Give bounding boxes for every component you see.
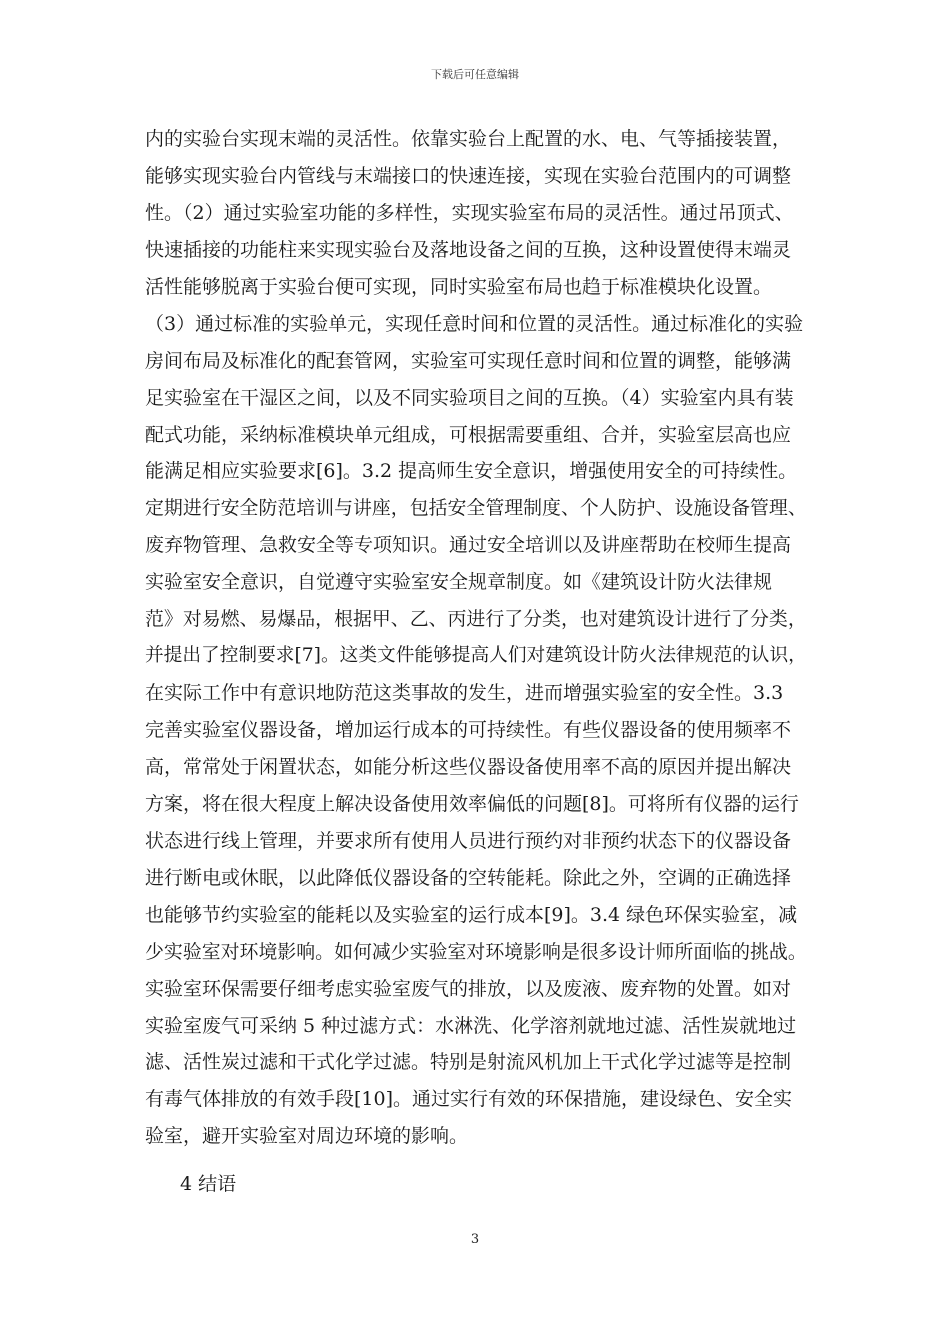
text-line: 方案，将在很大程度上解决设备使用效率偏低的问题[8]。可将所有仪器的运行 — [145, 792, 799, 815]
text-line: 完善实验室仪器设备，增加运行成本的可持续性。有些仪器设备的使用频率不 — [145, 719, 792, 741]
text-line: 内的实验台实现末端的灵活性。依靠实验台上配置的水、电、气等插接装置， — [145, 128, 792, 150]
text-line: 滤、活性炭过滤和干式化学过滤。特别是射流风机加上干式化学过滤等是控制 — [145, 1051, 792, 1074]
text-line: 废弃物管理、急救安全等专项知识。通过安全培训以及讲座帮助在校师生提高 — [145, 534, 792, 557]
text-line: 范》对易燃、易爆品，根据甲、乙、丙进行了分类，也对建筑设计进行了分类， — [145, 608, 807, 631]
text-line: 活性能够脱离于实验台便可实现，同时实验室布局也趋于标准模块化设置。 — [145, 275, 773, 298]
body-text — [145, 121, 807, 1155]
text-line: 足实验室在干湿区之间，以及不同实验项目之间的互换。（4）实验室内具有装 — [145, 386, 794, 409]
text-line: （3）通过标准的实验单元，实现任意时间和位置的灵活性。通过标准化的实验 — [145, 312, 804, 335]
text-line: 实验室环保需要仔细考虑实验室废气的排放，以及废液、废弃物的处置。如对 — [145, 977, 792, 1000]
text-line: 高，常常处于闲置状态，如能分析这些仪器设备使用率不高的原因并提出解决 — [145, 755, 792, 778]
text-line: 验室，避开实验室对周边环境的影响。 — [145, 1125, 469, 1148]
section-heading: 4 结语 — [180, 1173, 237, 1195]
text-line: 定期进行安全防范培训与讲座，包括安全管理制度、个人防护、设施设备管理、 — [145, 497, 807, 520]
page-header: 下载后可任意编辑 — [431, 68, 519, 81]
text-line: 并提出了控制要求[7]。这类文件能够提高人们对建筑设计防火法律规范的认识， — [145, 645, 807, 667]
text-line: 配式功能，采纳标准模块单元组成，可根据需要重组、合并，实验室层高也应 — [145, 423, 792, 446]
text-line: 房间布局及标准化的配套管网，实验室可实现任意时间和位置的调整，能够满 — [145, 349, 792, 372]
text-line: 实验室废气可采纳 5 种过滤方式：水淋洗、化学溶剂就地过滤、活性炭就地过 — [145, 1014, 797, 1037]
text-line: 实验室安全意识，自觉遵守实验室安全规章制度。如《建筑设计防火法律规 — [145, 571, 773, 594]
text-line: 在实际工作中有意识地防范这类事故的发生，进而增强实验室的安全性。3.3 — [145, 682, 784, 705]
text-line: 少实验室对环境影响。如何减少实验室对环境影响是很多设计师所面临的挑战。 — [145, 940, 807, 963]
text-line: 能够实现实验台内管线与末端接口的快速连接，实现在实验台范围内的可调整 — [145, 164, 792, 187]
text-line: 能满足相应实验要求[6]。3.2 提高师生安全意识，增强使用安全的可持续性。 — [145, 460, 798, 483]
text-line: 进行断电或休眠，以此降低仪器设备的空转能耗。除此之外，空调的正确选择 — [145, 866, 792, 889]
text-line: 也能够节约实验室的能耗以及实验室的运行成本[9]。3.4 绿色环保实验室，减 — [145, 903, 798, 926]
page-number: 3 — [470, 1232, 480, 1247]
text-line: 状态进行线上管理，并要求所有使用人员进行预约对非预约状态下的仪器设备 — [145, 829, 792, 852]
text-line: 性。（2）通过实验室功能的多样性，实现实验室布局的灵活性。通过吊顶式、 — [145, 201, 794, 224]
text-line: 快速插接的功能柱来实现实验台及落地设备之间的互换，这种设置使得末端灵 — [145, 238, 792, 261]
text-line: 有毒气体排放的有效手段[10]。通过实行有效的环保措施，建设绿色、安全实 — [145, 1088, 793, 1111]
